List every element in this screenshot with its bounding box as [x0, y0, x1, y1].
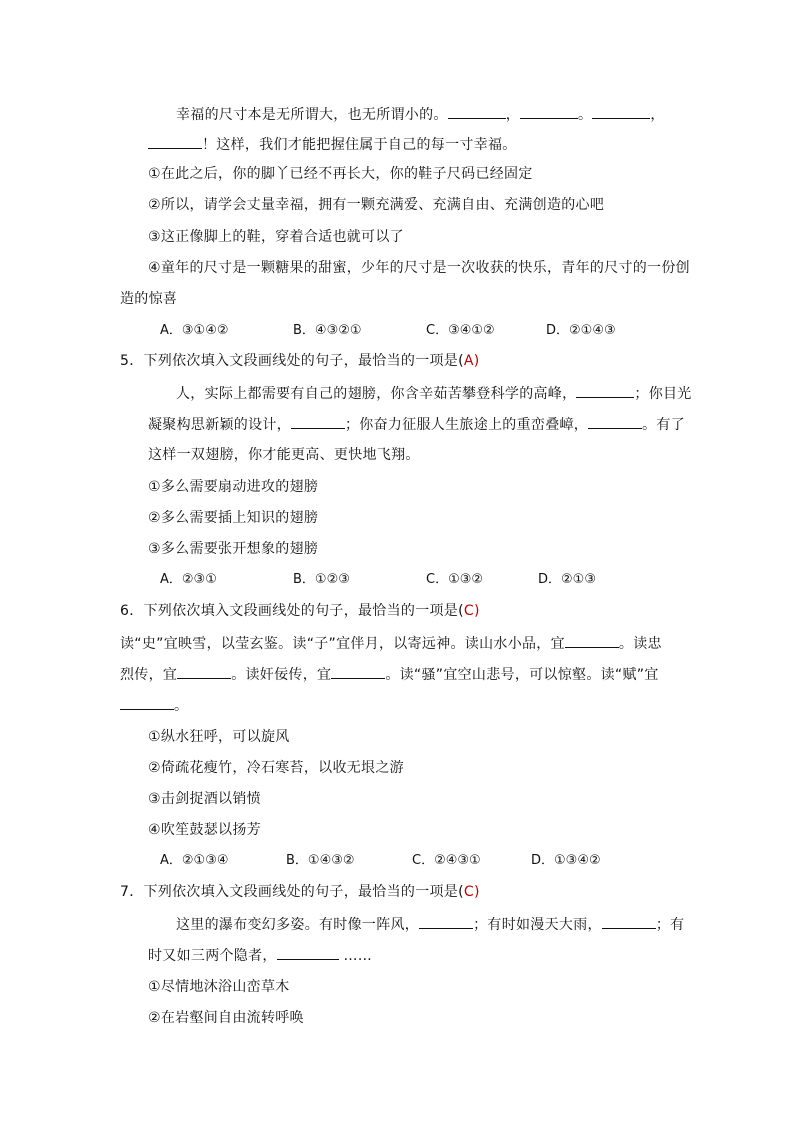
- option-d: D．②①③: [538, 572, 596, 587]
- question-5-stem: 5．下列依次填入文段画线处的句子，最恰当的一项是(A): [120, 353, 480, 369]
- list-item: ③击剑捉酒以销愤: [148, 791, 261, 807]
- q6-passage-line3: 。: [120, 695, 188, 716]
- q7-passage-line2: 时又如三两个隐者， ……: [148, 945, 372, 966]
- list-item: ②在岩壑间自由流转呼唤: [148, 1010, 304, 1026]
- option-c: C．③④①②: [426, 323, 495, 338]
- fill-blank: [588, 414, 642, 429]
- fill-blank: [277, 945, 339, 960]
- fill-blank: [419, 914, 473, 929]
- option-a: A．②③①: [160, 572, 217, 587]
- list-item: ②所以，请学会丈量幸福，拥有一颗充满爱、充满自由、充满创造的心吧: [148, 197, 605, 213]
- option-c: C．②④③①: [412, 853, 481, 868]
- list-item: ②倚疏花瘦竹，冷石寒苔，以收无垠之游: [148, 760, 404, 776]
- list-item: ③多么需要张开想象的翅膀: [148, 541, 319, 557]
- fill-blank: [602, 914, 656, 929]
- fill-blank: [592, 104, 650, 119]
- fill-blank: [331, 664, 385, 679]
- fill-blank: [565, 633, 619, 648]
- question-6-stem: 6．下列依次填入文段画线处的句子，最恰当的一项是(C): [120, 603, 480, 619]
- option-b: B．①④③②: [286, 853, 355, 868]
- list-item: ③这正像脚上的鞋，穿着合适也就可以了: [148, 229, 404, 245]
- option-d: D．②①④③: [546, 323, 616, 338]
- answer-mark: A: [463, 353, 474, 369]
- passage4-line1: 幸福的尺寸本是无所谓大，也无所谓小的。 ， 。 ，: [176, 104, 665, 125]
- fill-blank: [520, 104, 578, 119]
- q7-passage-line1: 这里的瀑布变幻多姿。有时像一阵风， ；有时如漫天大雨， ；有: [176, 914, 684, 935]
- list-item-continuation: 造的惊喜: [120, 291, 178, 307]
- question-7-stem: 7．下列依次填入文段画线处的句子，最恰当的一项是(C): [120, 884, 480, 900]
- q5-passage-line1: 人，实际上都需要有自己的翅膀，你含辛茹苦攀登科学的高峰， ；你目光: [176, 383, 692, 404]
- passage4-line2: ！这样，我们才能把握住属于自己的每一寸幸福。: [148, 134, 517, 155]
- fill-blank: [448, 104, 506, 119]
- fill-blank: [177, 664, 231, 679]
- q6-passage-line1: 读“史”宜映雪，以莹玄鉴。读“子”宜伴月，以寄远神。读山水小品，宜 。读忠: [120, 633, 662, 654]
- passage4-line1-text: 幸福的尺寸本是无所谓大，也无所谓小的。: [176, 107, 448, 123]
- fill-blank: [148, 134, 202, 149]
- option-a: A．③①④②: [160, 323, 229, 338]
- option-c: C．①③②: [426, 572, 484, 587]
- option-a: A．②①③④: [160, 853, 229, 868]
- answer-mark: C: [463, 884, 474, 900]
- option-b: B．①②③: [293, 572, 350, 587]
- option-d: D．①③④②: [531, 853, 601, 868]
- q5-passage-line2: 凝聚构思新颖的设计， ；你奋力征服人生旅途上的重峦叠嶂， 。有了: [148, 414, 685, 435]
- q5-passage-line3: 这样一双翅膀，你才能更高、更快地飞翔。: [148, 447, 420, 463]
- fill-blank: [291, 414, 345, 429]
- q6-passage-line2: 烈传，宜 。读奸佞传，宜 。读“骚”宜空山悲号，可以惊壑。读“赋”宜: [120, 664, 659, 685]
- list-item: ①尽情地沐浴山峦草木: [148, 979, 290, 995]
- list-item: ①纵水狂呼，可以旋风: [148, 729, 290, 745]
- fill-blank: [120, 695, 174, 710]
- list-item: ④童年的尺寸是一颗糖果的甜蜜，少年的尺寸是一次收获的快乐，青年的尺寸的一份创: [148, 260, 690, 276]
- list-item: ①多么需要扇动进攻的翅膀: [148, 479, 319, 495]
- list-item: ④吹笙鼓瑟以扬芳: [148, 822, 261, 838]
- fill-blank: [576, 383, 634, 398]
- answer-mark: C: [463, 603, 474, 619]
- list-item: ①在此之后，你的脚丫已经不再长大，你的鞋子尺码已经固定: [148, 166, 533, 182]
- option-b: B．④③②①: [293, 323, 362, 338]
- list-item: ②多么需要插上知识的翅膀: [148, 510, 319, 526]
